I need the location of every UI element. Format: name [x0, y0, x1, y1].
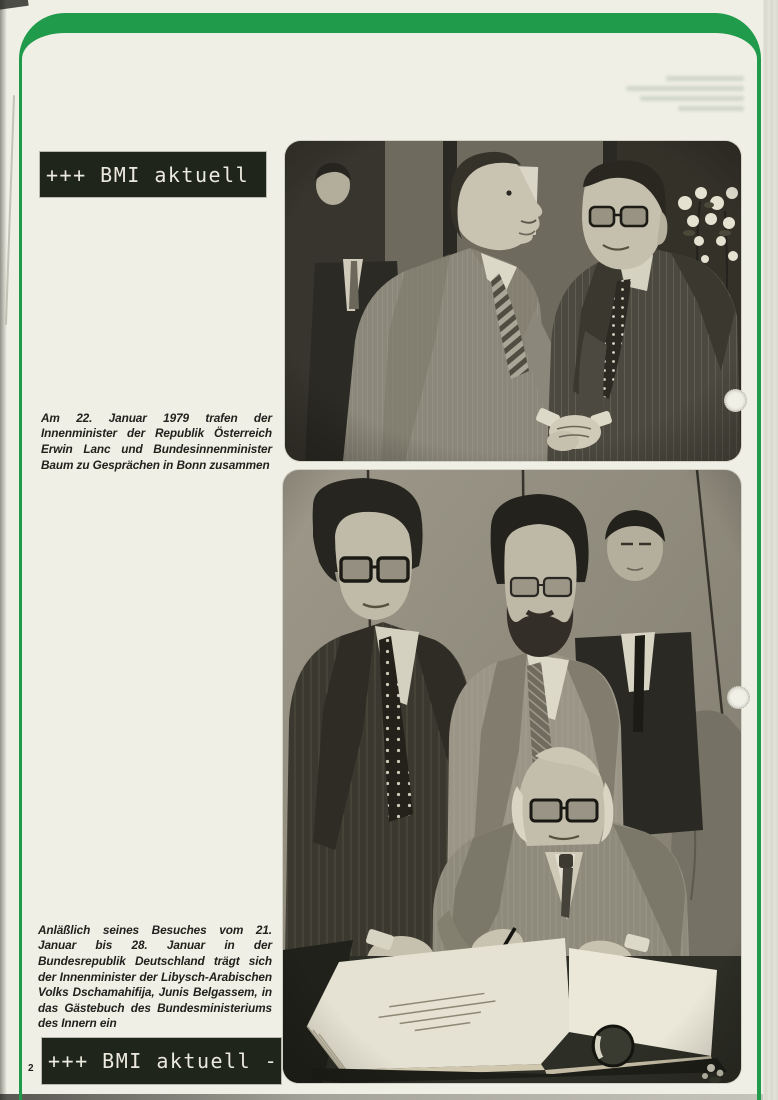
photo-handshake-lanc-baum — [285, 141, 741, 461]
banner-top-label: +++ BMI aktuell — [46, 162, 250, 187]
scan-edge-right — [763, 0, 778, 1100]
scan-edge-corner — [0, 0, 29, 10]
photo-guestbook-illustration — [283, 470, 741, 1083]
punch-hole-icon — [727, 686, 750, 709]
scan-edge-left — [0, 0, 7, 1100]
photo-caption-1: Am 22. Januar 1979 trafen der Innenminister der Republik Österreich Erwin Lanc und Bundesinnenminister Baum zu Gesprächen in Bonn zusammen — [41, 410, 272, 472]
photo-caption-2: Anläßlich seines Besuches vom 21. Januar bis 28. Januar in der Bundesrepublik Deutschland trägt sich der Innenminister der Libysch-Arabischen Volks Dschamahifija, Junis Belgassem, in das Gästebuch des Bundesministeriums des Innern ein — [38, 922, 272, 1031]
bmi-aktuell-banner-bottom — [42, 1038, 281, 1084]
banner-bottom-label: +++ BMI aktuell - — [48, 1049, 279, 1073]
photo-handshake-illustration — [285, 141, 741, 461]
photo-guestbook-signing — [283, 470, 741, 1083]
page-number: 2 — [28, 1063, 34, 1074]
punch-hole-icon — [724, 389, 747, 412]
bmi-aktuell-banner-top — [40, 152, 266, 197]
bleedthrough-marks — [612, 76, 744, 128]
